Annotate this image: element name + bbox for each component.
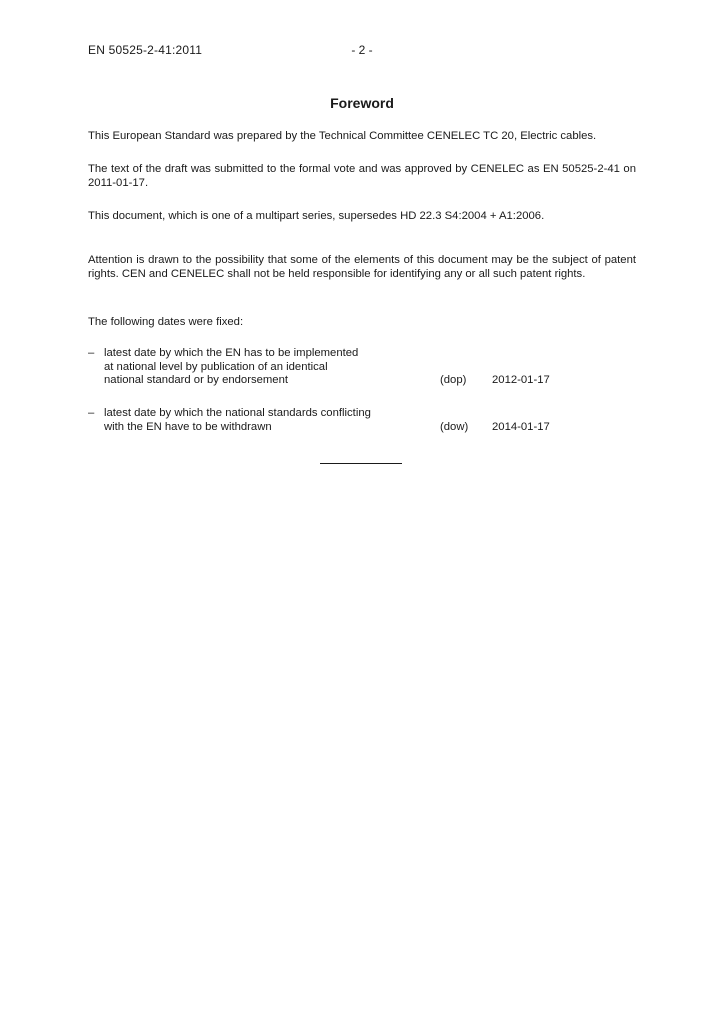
date-item-description: [104, 347, 434, 388]
date-item-line: latest date by which the national standards conflicting: [104, 407, 371, 419]
date-code: (dow): [440, 420, 469, 433]
list-bullet: –: [88, 407, 95, 419]
date-code: (dop): [440, 374, 467, 386]
date-item-line: latest date by which the EN has to be implemented: [104, 347, 359, 359]
paragraph-supersedes: This document, which is one of a multipart series, supersedes HD 22.3 S4:2004 + A1:2006.: [88, 210, 545, 222]
list-bullet: –: [88, 347, 95, 359]
paragraph-dates-intro: The following dates were fixed:: [88, 316, 244, 328]
end-divider: [320, 463, 402, 464]
paragraph-committee: This European Standard was prepared by the Technical Committee CENELEC TC 20, Electric cables.: [88, 130, 597, 142]
document-number: EN 50525-2-41:2011: [88, 43, 203, 57]
date-value: 2014-01-17: [492, 420, 550, 433]
section-title: Foreword: [330, 95, 394, 111]
paragraph-patent-notice: Attention is drawn to the possibility that some of the elements of this document may be the subject of patent rights. CEN and CENELEC shall not be held responsible for identifying any or all such patent rights.: [88, 254, 636, 280]
page-number: - 2 -: [351, 43, 373, 57]
date-item-description: [104, 407, 434, 434]
date-item-line: with the EN have to be withdrawn: [104, 420, 272, 433]
date-value: 2012-01-17: [492, 374, 550, 386]
paragraph-approval: The text of the draft was submitted to the formal vote and was approved by CENELEC as EN 50525-2-41 on 2011-01-17.: [88, 163, 636, 189]
date-item-line: national standard or by endorsement: [104, 374, 289, 386]
date-item-line: at national level by publication of an identical: [104, 360, 328, 373]
